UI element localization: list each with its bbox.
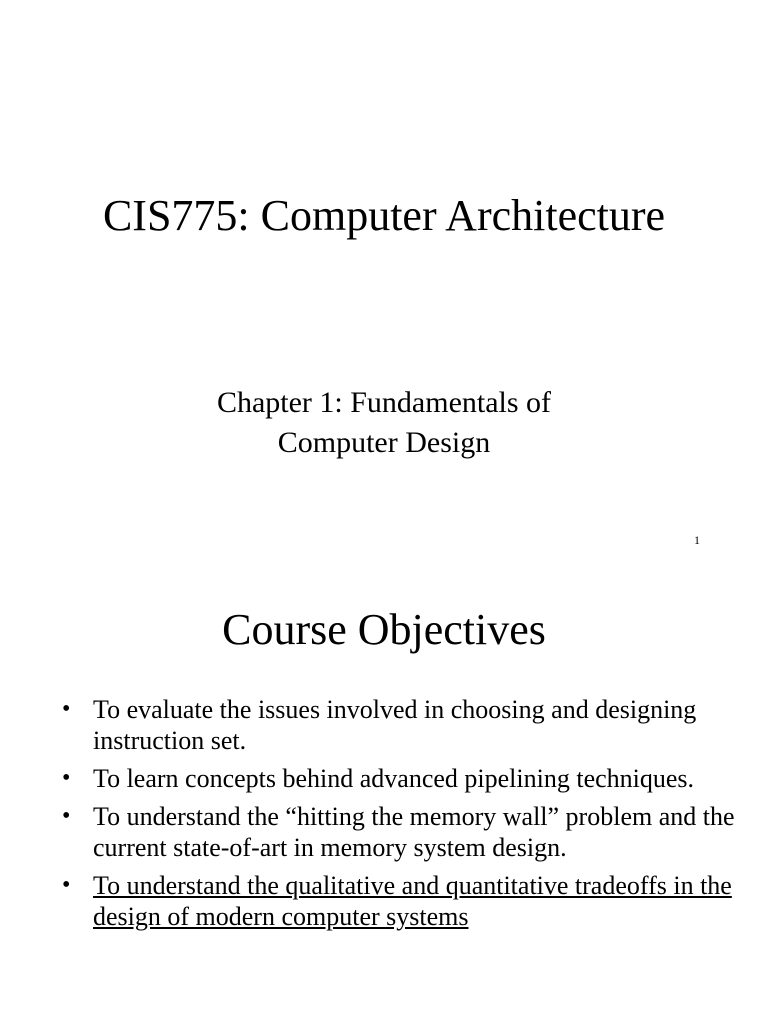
slide-subtitle <box>0 383 768 463</box>
slide-title: CIS775: Computer Architecture <box>102 191 666 240</box>
bullet-icon: • <box>62 696 71 722</box>
bullet-icon: • <box>62 872 71 898</box>
objective-text: To evaluate the issues involved in choosing and designing instruction set. <box>93 695 697 755</box>
bullet-icon: • <box>62 765 71 791</box>
objective-text: To understand the “hitting the memory wall” problem and the current state-of-art in memory system design. <box>93 802 735 862</box>
objective-item <box>0 694 768 756</box>
objectives-list <box>0 694 768 939</box>
objectives-heading: Course Objectives <box>222 605 546 654</box>
objective-text: To learn concepts behind advanced pipelining techniques. <box>93 764 695 793</box>
objective-item <box>0 763 768 794</box>
objective-item <box>0 801 768 863</box>
subtitle-line: Chapter 1: Fundamentals of <box>216 386 552 419</box>
page-number: 1 <box>694 533 700 547</box>
bullet-icon: • <box>62 803 71 829</box>
subtitle-line: Computer Design <box>277 426 491 459</box>
objectives-slide <box>0 560 768 1024</box>
objective-text: To understand the qualitative and quantitative tradeoffs in the design of modern computer systems <box>93 871 732 931</box>
objective-item <box>0 870 768 932</box>
